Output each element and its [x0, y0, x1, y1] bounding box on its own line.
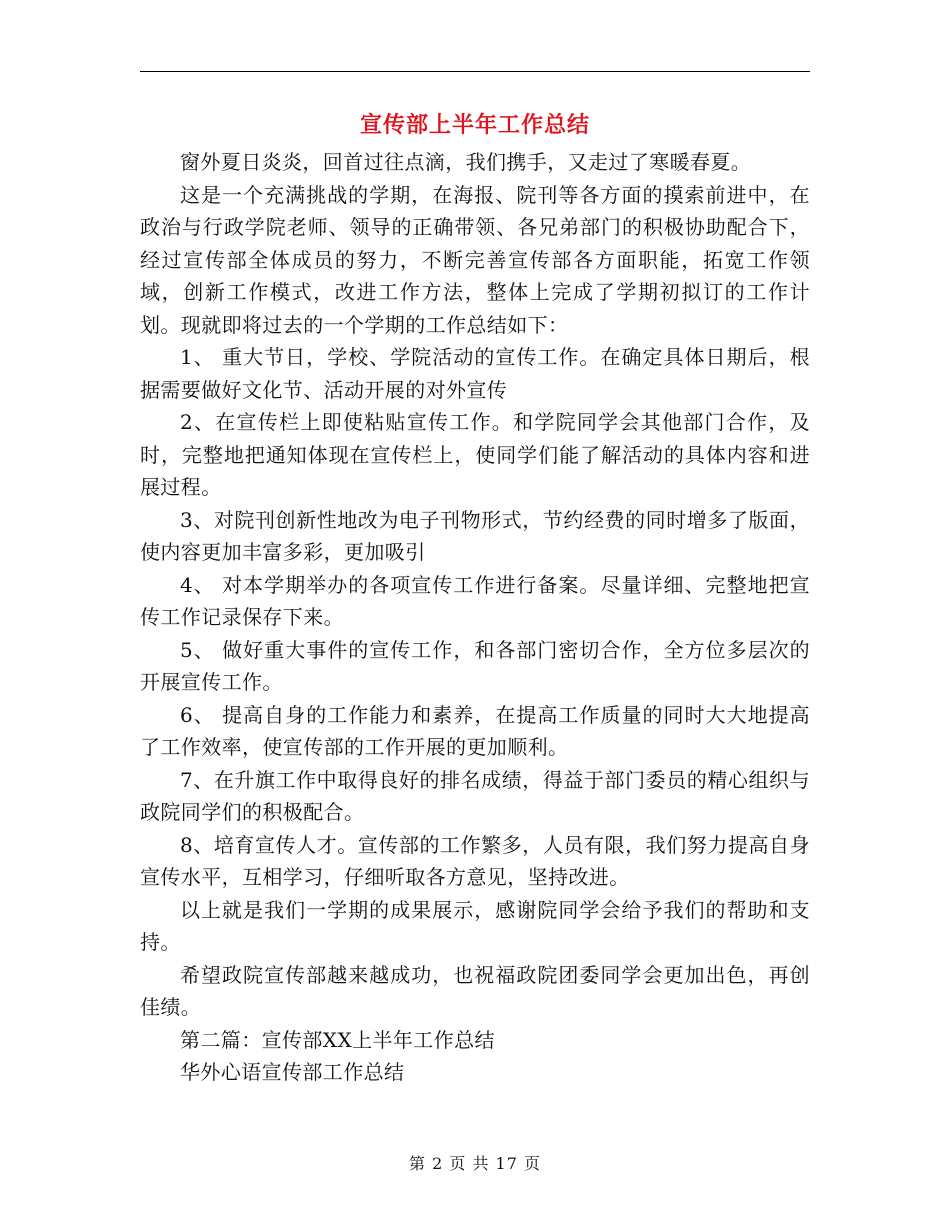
paragraph: 3、对院刊创新性地改为电子刊物形式，节约经费的同时增多了版面，使内容更加丰富多彩，更加吸引 — [140, 507, 810, 564]
section-heading: 华外心语宣传部工作总结 — [180, 1060, 405, 1084]
document-body — [140, 146, 810, 1089]
paragraph: 5、 做好重大事件的宣传工作，和各部门密切合作，全方位多层次的开展宣传工作。 — [140, 637, 810, 694]
paragraph: 7、在升旗工作中取得良好的排名成绩，得益于部门委员的精心组织与政院同学们的积极配合。 — [140, 767, 810, 824]
document-title: 宣传部上半年工作总结 — [359, 112, 590, 138]
paragraph: 希望政院宣传部越来越成功，也祝福政院团委同学会更加出色，再创佳绩。 — [140, 962, 810, 1019]
paragraph: 4、 对本学期举办的各项宣传工作进行备案。尽量详细、完整地把宣传工作记录保存下来。 — [140, 572, 810, 629]
paragraph: 6、 提高自身的工作能力和素养，在提高工作质量的同时大大地提高了工作效率，使宣传部的工作开展的更加顺利。 — [140, 702, 810, 759]
paragraph: 以上就是我们一学期的成果展示，感谢院同学会给予我们的帮助和支持。 — [140, 897, 810, 954]
paragraph: 2、在宣传栏上即使粘贴宣传工作。和学院同学会其他部门合作，及时，完整地把通知体现在宣传栏上，使同学们能了解活动的具体内容和进展过程。 — [140, 410, 810, 499]
section-heading: 第二篇：宣传部XX上半年工作总结 — [180, 1027, 495, 1052]
paragraph: 8、培育宣传人才。宣传部的工作繁多，人员有限，我们努力提高自身宣传水平，互相学习，仔细听取各方意见，坚持改进。 — [140, 832, 810, 889]
paragraph: 这是一个充满挑战的学期，在海报、院刊等各方面的摸索前进中，在政治与行政学院老师、领导的正确带领、各兄弟部门的积极协助配合下，经过宣传部全体成员的努力，不断完善宣传部各方面职能，拓宽工作领域，创新工作模式，改进工作方法，整体上完成了学期初拟订的工作计划。现就即将过去的一个学期的工作总结如下： — [140, 182, 810, 337]
header-rule — [140, 71, 810, 72]
paragraph: 1、 重大节日，学校、学院活动的宣传工作。在确定具体日期后，根据需要做好文化节、活动开展的对外宣传 — [140, 345, 810, 402]
page-number: 第 2 页 共 17 页 — [409, 1154, 541, 1173]
paragraph: 窗外夏日炎炎，回首过往点滴，我们携手，又走过了寒暖春夏。 — [180, 150, 752, 174]
